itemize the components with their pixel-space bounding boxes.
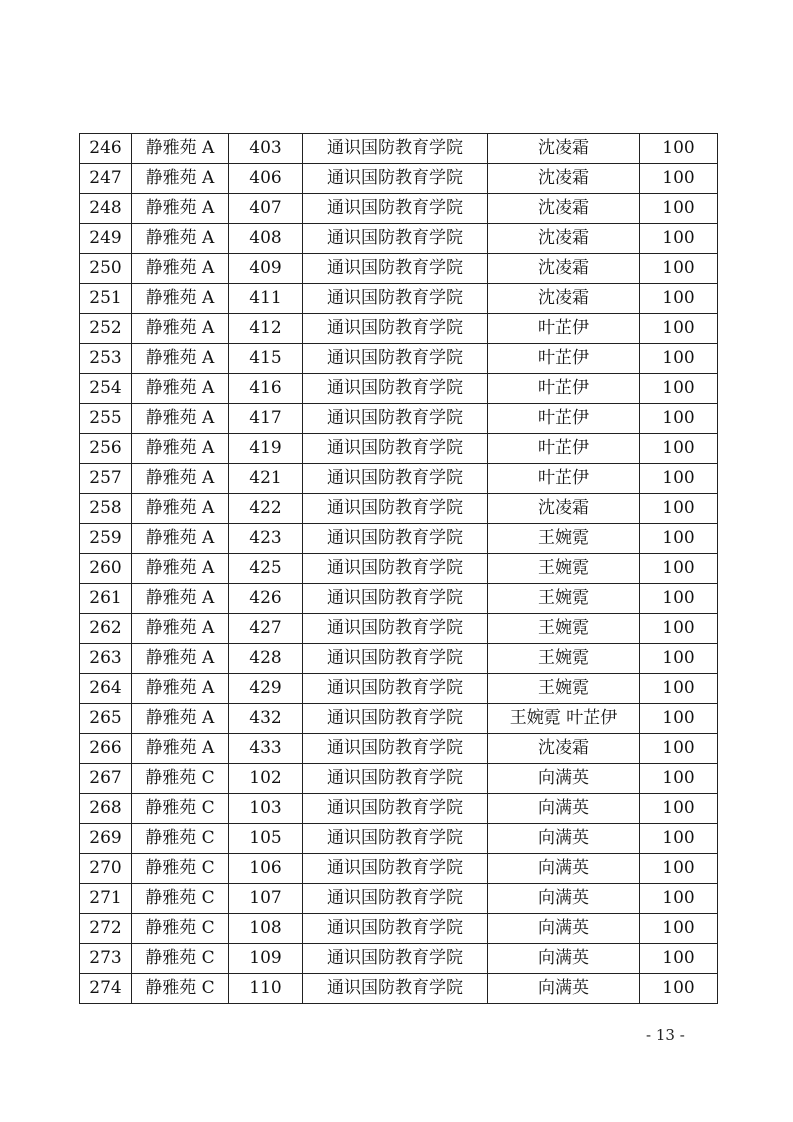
room-cell: 432: [229, 704, 303, 734]
room-cell: 415: [229, 344, 303, 374]
college-cell: 通识国防教育学院: [303, 404, 488, 434]
table-row: [80, 974, 718, 1004]
score-cell: 100: [640, 434, 718, 464]
room-cell: 427: [229, 614, 303, 644]
row-index-cell: 249: [80, 224, 132, 254]
counselor-cell: 叶芷伊: [488, 344, 640, 374]
row-index-cell: 273: [80, 944, 132, 974]
building-cell: 静雅苑 A: [132, 554, 229, 584]
building-cell: 静雅苑 A: [132, 584, 229, 614]
row-index-cell: 274: [80, 974, 132, 1004]
row-index-cell: 269: [80, 824, 132, 854]
table-row: [80, 314, 718, 344]
building-cell: 静雅苑 A: [132, 674, 229, 704]
score-cell: 100: [640, 404, 718, 434]
building-cell: 静雅苑 A: [132, 704, 229, 734]
room-cell: 102: [229, 764, 303, 794]
building-cell: 静雅苑 A: [132, 494, 229, 524]
table-row: [80, 764, 718, 794]
row-index-cell: 255: [80, 404, 132, 434]
room-cell: 421: [229, 464, 303, 494]
room-cell: 412: [229, 314, 303, 344]
building-cell: 静雅苑 A: [132, 194, 229, 224]
counselor-cell: 向满英: [488, 974, 640, 1004]
counselor-cell: 王婉霓: [488, 614, 640, 644]
college-cell: 通识国防教育学院: [303, 644, 488, 674]
room-cell: 425: [229, 554, 303, 584]
counselor-cell: 向满英: [488, 824, 640, 854]
college-cell: 通识国防教育学院: [303, 854, 488, 884]
college-cell: 通识国防教育学院: [303, 554, 488, 584]
building-cell: 静雅苑 A: [132, 224, 229, 254]
score-cell: 100: [640, 524, 718, 554]
table-row: [80, 134, 718, 164]
score-cell: 100: [640, 134, 718, 164]
counselor-cell: 沈凌霜: [488, 164, 640, 194]
table-row: [80, 524, 718, 554]
college-cell: 通识国防教育学院: [303, 974, 488, 1004]
room-cell: 106: [229, 854, 303, 884]
table-row: [80, 464, 718, 494]
table-row: [80, 734, 718, 764]
counselor-cell: 向满英: [488, 884, 640, 914]
counselor-cell: 向满英: [488, 794, 640, 824]
counselor-cell: 叶芷伊: [488, 374, 640, 404]
college-cell: 通识国防教育学院: [303, 824, 488, 854]
score-cell: 100: [640, 704, 718, 734]
table-row: [80, 284, 718, 314]
room-cell: 426: [229, 584, 303, 614]
building-cell: 静雅苑 C: [132, 944, 229, 974]
college-cell: 通识国防教育学院: [303, 614, 488, 644]
building-cell: 静雅苑 A: [132, 614, 229, 644]
table-row: [80, 914, 718, 944]
building-cell: 静雅苑 A: [132, 524, 229, 554]
college-cell: 通识国防教育学院: [303, 734, 488, 764]
score-cell: 100: [640, 194, 718, 224]
table-row: [80, 434, 718, 464]
college-cell: 通识国防教育学院: [303, 344, 488, 374]
score-cell: 100: [640, 974, 718, 1004]
row-index-cell: 264: [80, 674, 132, 704]
table-row: [80, 824, 718, 854]
score-cell: 100: [640, 764, 718, 794]
counselor-cell: 王婉霓: [488, 674, 640, 704]
room-cell: 423: [229, 524, 303, 554]
counselor-cell: 王婉霓 叶芷伊: [488, 704, 640, 734]
row-index-cell: 266: [80, 734, 132, 764]
building-cell: 静雅苑 A: [132, 164, 229, 194]
college-cell: 通识国防教育学院: [303, 434, 488, 464]
document-table-container: [79, 133, 717, 1004]
table-row: [80, 794, 718, 824]
room-cell: 428: [229, 644, 303, 674]
college-cell: 通识国防教育学院: [303, 224, 488, 254]
room-cell: 108: [229, 914, 303, 944]
room-cell: 109: [229, 944, 303, 974]
room-cell: 103: [229, 794, 303, 824]
table-row: [80, 344, 718, 374]
row-index-cell: 260: [80, 554, 132, 584]
room-cell: 416: [229, 374, 303, 404]
college-cell: 通识国防教育学院: [303, 884, 488, 914]
room-cell: 110: [229, 974, 303, 1004]
score-cell: 100: [640, 794, 718, 824]
row-index-cell: 270: [80, 854, 132, 884]
score-cell: 100: [640, 674, 718, 704]
counselor-cell: 王婉霓: [488, 584, 640, 614]
room-cell: 433: [229, 734, 303, 764]
table-row: [80, 644, 718, 674]
building-cell: 静雅苑 A: [132, 404, 229, 434]
counselor-cell: 沈凌霜: [488, 224, 640, 254]
row-index-cell: 261: [80, 584, 132, 614]
building-cell: 静雅苑 A: [132, 434, 229, 464]
college-cell: 通识国防教育学院: [303, 284, 488, 314]
score-cell: 100: [640, 854, 718, 884]
room-cell: 403: [229, 134, 303, 164]
score-cell: 100: [640, 374, 718, 404]
counselor-cell: 叶芷伊: [488, 434, 640, 464]
row-index-cell: 257: [80, 464, 132, 494]
counselor-cell: 叶芷伊: [488, 464, 640, 494]
room-cell: 422: [229, 494, 303, 524]
row-index-cell: 272: [80, 914, 132, 944]
table-row: [80, 194, 718, 224]
building-cell: 静雅苑 C: [132, 914, 229, 944]
score-cell: 100: [640, 464, 718, 494]
row-index-cell: 252: [80, 314, 132, 344]
counselor-cell: 沈凌霜: [488, 734, 640, 764]
counselor-cell: 向满英: [488, 914, 640, 944]
room-cell: 105: [229, 824, 303, 854]
college-cell: 通识国防教育学院: [303, 524, 488, 554]
row-index-cell: 256: [80, 434, 132, 464]
score-cell: 100: [640, 884, 718, 914]
college-cell: 通识国防教育学院: [303, 584, 488, 614]
row-index-cell: 251: [80, 284, 132, 314]
table-row: [80, 494, 718, 524]
counselor-cell: 叶芷伊: [488, 404, 640, 434]
counselor-cell: 沈凌霜: [488, 284, 640, 314]
college-cell: 通识国防教育学院: [303, 794, 488, 824]
room-cell: 417: [229, 404, 303, 434]
row-index-cell: 265: [80, 704, 132, 734]
row-index-cell: 250: [80, 254, 132, 284]
table-row: [80, 884, 718, 914]
room-cell: 409: [229, 254, 303, 284]
score-cell: 100: [640, 254, 718, 284]
score-cell: 100: [640, 554, 718, 584]
building-cell: 静雅苑 C: [132, 854, 229, 884]
row-index-cell: 253: [80, 344, 132, 374]
table-row: [80, 254, 718, 284]
room-cell: 411: [229, 284, 303, 314]
building-cell: 静雅苑 A: [132, 284, 229, 314]
building-cell: 静雅苑 A: [132, 644, 229, 674]
table-row: [80, 854, 718, 884]
score-cell: 100: [640, 824, 718, 854]
building-cell: 静雅苑 C: [132, 824, 229, 854]
row-index-cell: 262: [80, 614, 132, 644]
counselor-cell: 王婉霓: [488, 644, 640, 674]
building-cell: 静雅苑 C: [132, 974, 229, 1004]
table-row: [80, 404, 718, 434]
table-row: [80, 554, 718, 584]
score-cell: 100: [640, 584, 718, 614]
counselor-cell: 沈凌霜: [488, 134, 640, 164]
room-cell: 107: [229, 884, 303, 914]
dormitory-table: [79, 133, 718, 1004]
counselor-cell: 叶芷伊: [488, 314, 640, 344]
counselor-cell: 王婉霓: [488, 524, 640, 554]
score-cell: 100: [640, 944, 718, 974]
building-cell: 静雅苑 A: [132, 374, 229, 404]
room-cell: 407: [229, 194, 303, 224]
room-cell: 419: [229, 434, 303, 464]
table-row: [80, 944, 718, 974]
counselor-cell: 向满英: [488, 854, 640, 884]
college-cell: 通识国防教育学院: [303, 704, 488, 734]
table-row: [80, 374, 718, 404]
college-cell: 通识国防教育学院: [303, 494, 488, 524]
score-cell: 100: [640, 284, 718, 314]
counselor-cell: 沈凌霜: [488, 254, 640, 284]
score-cell: 100: [640, 314, 718, 344]
counselor-cell: 向满英: [488, 944, 640, 974]
college-cell: 通识国防教育学院: [303, 464, 488, 494]
room-cell: 408: [229, 224, 303, 254]
college-cell: 通识国防教育学院: [303, 164, 488, 194]
building-cell: 静雅苑 C: [132, 764, 229, 794]
college-cell: 通识国防教育学院: [303, 194, 488, 224]
room-cell: 406: [229, 164, 303, 194]
score-cell: 100: [640, 734, 718, 764]
row-index-cell: 263: [80, 644, 132, 674]
college-cell: 通识国防教育学院: [303, 674, 488, 704]
score-cell: 100: [640, 224, 718, 254]
college-cell: 通识国防教育学院: [303, 314, 488, 344]
row-index-cell: 267: [80, 764, 132, 794]
table-row: [80, 674, 718, 704]
building-cell: 静雅苑 A: [132, 464, 229, 494]
score-cell: 100: [640, 614, 718, 644]
table-row: [80, 224, 718, 254]
college-cell: 通识国防教育学院: [303, 944, 488, 974]
row-index-cell: 268: [80, 794, 132, 824]
page-number: - 13 -: [646, 1026, 685, 1044]
college-cell: 通识国防教育学院: [303, 374, 488, 404]
counselor-cell: 向满英: [488, 764, 640, 794]
table-row: [80, 164, 718, 194]
row-index-cell: 259: [80, 524, 132, 554]
row-index-cell: 246: [80, 134, 132, 164]
score-cell: 100: [640, 494, 718, 524]
room-cell: 429: [229, 674, 303, 704]
row-index-cell: 254: [80, 374, 132, 404]
college-cell: 通识国防教育学院: [303, 254, 488, 284]
building-cell: 静雅苑 A: [132, 314, 229, 344]
score-cell: 100: [640, 164, 718, 194]
building-cell: 静雅苑 A: [132, 254, 229, 284]
score-cell: 100: [640, 344, 718, 374]
table-row: [80, 584, 718, 614]
table-body: [80, 134, 718, 1004]
building-cell: 静雅苑 A: [132, 734, 229, 764]
college-cell: 通识国防教育学院: [303, 764, 488, 794]
counselor-cell: 王婉霓: [488, 554, 640, 584]
row-index-cell: 247: [80, 164, 132, 194]
row-index-cell: 248: [80, 194, 132, 224]
row-index-cell: 271: [80, 884, 132, 914]
table-row: [80, 614, 718, 644]
score-cell: 100: [640, 644, 718, 674]
row-index-cell: 258: [80, 494, 132, 524]
building-cell: 静雅苑 C: [132, 884, 229, 914]
building-cell: 静雅苑 A: [132, 344, 229, 374]
counselor-cell: 沈凌霜: [488, 494, 640, 524]
score-cell: 100: [640, 914, 718, 944]
building-cell: 静雅苑 C: [132, 794, 229, 824]
college-cell: 通识国防教育学院: [303, 134, 488, 164]
building-cell: 静雅苑 A: [132, 134, 229, 164]
counselor-cell: 沈凌霜: [488, 194, 640, 224]
table-row: [80, 704, 718, 734]
college-cell: 通识国防教育学院: [303, 914, 488, 944]
